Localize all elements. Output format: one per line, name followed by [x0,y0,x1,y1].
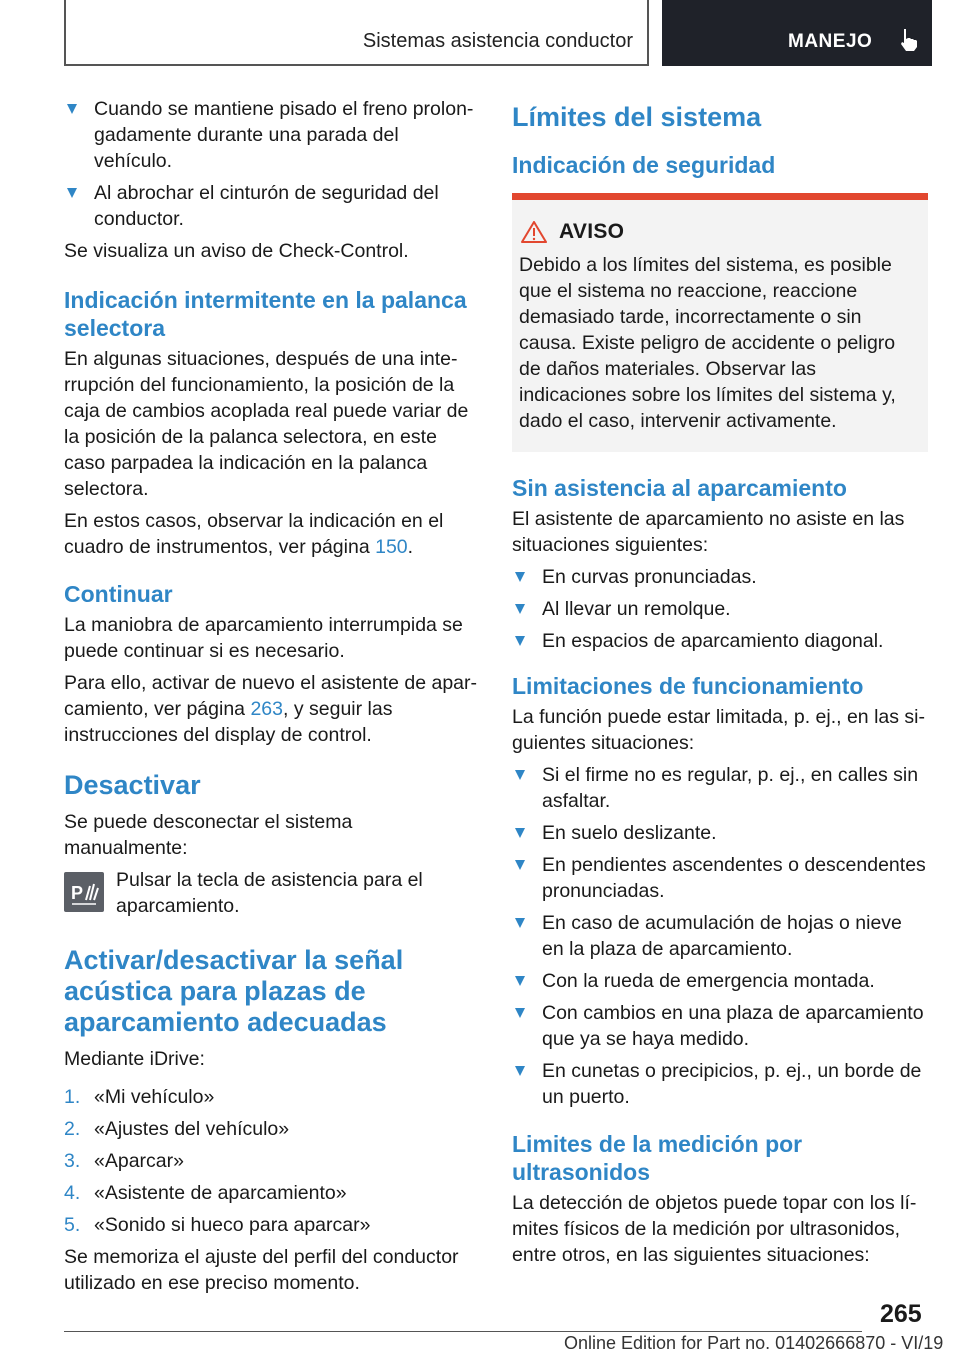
triangle-bullet-icon [515,604,525,614]
footer-edition: Online Edition for Part no. 01402666870 - VI/19 [564,1333,944,1353]
deactivate-paragraph: Se puede desconectar el sistema manualmente: [64,811,353,859]
continue-heading: Continuar [64,581,173,607]
list-item: Al llevar un remolque. [512,596,928,622]
right-column [512,96,928,1274]
page-number: 265 [880,1300,922,1328]
chapter-tab-label: MANEJO [788,31,873,52]
top-bullet-list [64,96,478,232]
hand-pointer-icon [898,27,920,53]
list-item: 1. «Mi vehículo» [64,1086,215,1108]
check-control-text: Se visualiza un aviso de Check-Control. [64,240,409,262]
triangle-bullet-icon [515,1008,525,1018]
triangle-bullet-icon [515,572,525,582]
no-assist-paragraph: El asistente de aparcamiento no asiste en las situaciones siguientes: [512,508,905,556]
continue-paragraph-1: La maniobra de aparcamiento interrumpida se puede continuar si es necesario. [64,614,463,662]
page-link-150[interactable]: 150 [375,536,408,558]
list-item: Al abrochar el cinturón de seguridad del conductor. [64,180,478,232]
triangle-bullet-icon [67,188,77,198]
list-item: En caso de acumulación de hojas o nieve en la plaza de aparcamiento. [512,910,928,962]
list-item: 4. «Asistente de aparcamiento» [64,1182,347,1204]
list-item: En cunetas o precipicios, p. ej., un borde de un puerto. [512,1058,928,1110]
triangle-bullet-icon [515,828,525,838]
triangle-bullet-icon [515,636,525,646]
warning-header [519,220,920,244]
function-list [512,762,928,1110]
list-item: En curvas pronunciadas. [512,564,928,590]
warning-box [512,193,928,452]
list-item: 5. «Sonido si hueco para aparcar» [64,1214,371,1236]
section-title: Sistemas asistencia conductor [362,30,633,52]
list-item: Con cambios en una plaza de aparcamiento que ya se haya medido. [512,1000,928,1052]
triangle-bullet-icon [515,770,525,780]
list-item: En pendientes ascendentes o descendentes pronunciadas. [512,852,928,904]
button-instruction-text: Pulsar la tecla de asistencia para el aparcamiento. [116,869,423,917]
list-item: En suelo deslizante. [512,820,928,846]
list-item: Con la rueda de emergencia montada. [512,968,928,994]
flash-paragraph-1: En algunas situaciones, después de una interrupción del funcionamiento, la posición de la caja de cambios acoplada real puede variar de la posición de la palanca selectora, en este caso parpadea la indicación en la palanca selectora. [64,348,469,500]
list-item: En espacios de aparcamiento diagonal. [512,628,928,654]
function-paragraph: La función puede estar limitada, p. ej., en las siguientes situaciones: [512,706,925,754]
deactivate-heading: Desactivar [64,770,201,800]
svg-text:P: P [71,883,84,903]
warning-text: Debido a los límites del sistema, es posible que el sistema no reaccione, reaccione demasiado tarde, incorrectamente o sin causa. Existe peligro de accidente o peligro de daños materiales. Observar las indicaciones sobre los límites del sistema y, dado el caso, intervenir activamente. [519,254,896,432]
header-chapter-tab [662,0,932,66]
ultrasound-paragraph: La detección de objetos puede topar con los límites físicos de la medición por ultrasonidos, entre otros, en las siguientes situaciones: [512,1192,917,1266]
list-item: Si el firme no es regular, p. ej., en calles sin asfaltar. [512,762,928,814]
footer-divider [64,1331,862,1332]
left-column [64,96,478,1302]
flash-paragraph-2: En estos casos, observar la indicación en el cuadro de instrumentos, ver página 150. [64,510,444,558]
triangle-bullet-icon [67,104,77,114]
page-link-263[interactable]: 263 [250,698,283,720]
triangle-bullet-icon [515,918,525,928]
flash-heading: Indicación intermitente en la palanca selectora [64,287,467,341]
memo-paragraph: Se memoriza el ajuste del perfil del conductor utilizado en ese preciso momento. [64,1246,459,1294]
header-section-box [64,0,649,66]
list-item: 2. «Ajustes del vehículo» [64,1118,290,1140]
list-item: 3. «Aparcar» [64,1150,184,1172]
safety-heading: Indicación de seguridad [512,152,776,178]
limits-heading: Límites del sistema [512,102,762,132]
no-assist-heading: Sin asistencia al aparcamiento [512,475,847,501]
continue-paragraph-2: Para ello, activar de nuevo el asistente de aparcamiento, ver página 263, y seguir las instrucciones del display de control. [64,672,478,746]
no-assist-list [512,564,928,654]
idrive-steps [64,1084,478,1238]
acoustic-heading: Activar/desactivar la señal acústica para plazas de aparcamiento adecuadas [64,945,404,1037]
warning-triangle-icon [521,221,547,243]
parking-assist-glyph-icon [64,872,104,912]
list-item: Cuando se mantiene pisado el freno prolongadamente durante una parada del vehículo. [64,96,478,174]
idrive-paragraph: Mediante iDrive: [64,1048,205,1070]
parking-assist-button-icon [64,872,104,912]
triangle-bullet-icon [515,976,525,986]
triangle-bullet-icon [515,1066,525,1076]
button-instruction [64,867,478,919]
triangle-bullet-icon [515,860,525,870]
warning-title: AVISO [559,220,625,243]
function-heading: Limitaciones de funcionamiento [512,673,864,699]
ultrasound-heading: Limites de la medición por ultrasonidos [512,1131,803,1185]
